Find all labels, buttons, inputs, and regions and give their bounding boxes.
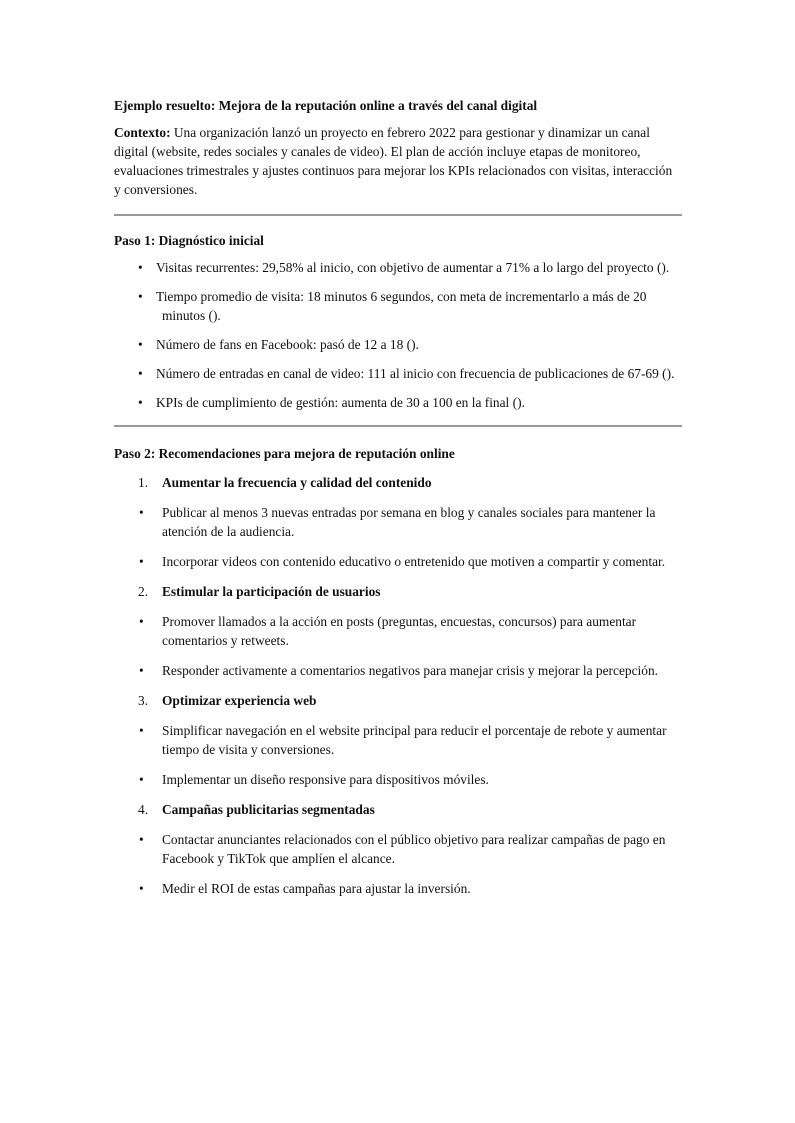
bullet-icon: •: [138, 260, 143, 275]
bullet-icon: •: [139, 772, 144, 787]
step1-bullet: • Visitas recurrentes: 29,58% al inicio, con objetivo de aumentar a 71% a lo largo del proyecto ().: [138, 260, 670, 275]
bullet-icon: •: [138, 289, 143, 304]
step1-section: [114, 231, 682, 412]
recommendation-number: 4.: [138, 802, 149, 817]
step1-bullet: • Tiempo promedio de visita: 18 minutos 6 segundos, con meta de incrementarlo a más de 20 minutos ().: [138, 289, 647, 323]
step2-section: [114, 444, 682, 898]
recommendation-bullet: • Promover llamados a la acción en posts (preguntas, encuestas, concursos) para aumentar comentarios y retweets.: [139, 614, 637, 648]
bullet-icon: •: [138, 337, 143, 352]
context-paragraph: [114, 123, 682, 199]
recommendation-heading: 1. Aumentar la frecuencia y calidad del contenido: [138, 475, 432, 490]
step1-list: [114, 258, 682, 412]
context-label: Contexto:: [114, 125, 171, 140]
section-divider-2: [114, 425, 682, 427]
bullet-icon: •: [139, 723, 144, 738]
recommendation-bullet: • Incorporar videos con contenido educativo o entretenido que motiven a compartir y comentar.: [139, 554, 666, 569]
recommendation-bullet: • Contactar anunciantes relacionados con el público objetivo para realizar campañas de pago en Facebook y TikTok que amplíen el alcance.: [139, 832, 666, 866]
bullet-icon: •: [138, 366, 143, 381]
step1-bullet: • Número de entradas en canal de video: 111 al inicio con frecuencia de publicaciones de 67-69 ().: [138, 366, 675, 381]
document-page: [114, 96, 682, 898]
recommendation-number: 1.: [138, 475, 149, 490]
step2-title: Paso 2: Recomendaciones para mejora de reputación online: [114, 446, 455, 461]
recommendation-heading: 3. Optimizar experiencia web: [138, 693, 317, 708]
bullet-icon: •: [139, 554, 144, 569]
step1-bullet: • KPIs de cumplimiento de gestión: aumenta de 30 a 100 en la final ().: [138, 395, 525, 410]
bullet-icon: •: [139, 614, 144, 629]
bullet-icon: •: [139, 505, 144, 520]
bullet-icon: •: [138, 395, 143, 410]
section-divider-1: [114, 214, 682, 216]
document-title: Ejemplo resuelto: Mejora de la reputación online a través del canal digital: [114, 98, 538, 113]
bullet-icon: •: [139, 832, 144, 847]
step1-title: Paso 1: Diagnóstico inicial: [114, 233, 264, 248]
recommendation-heading: 2. Estimular la participación de usuarios: [138, 584, 381, 599]
bullet-icon: •: [139, 663, 144, 678]
recommendation-bullet: • Medir el ROI de estas campañas para ajustar la inversión.: [139, 881, 471, 896]
step1-bullet: • Número de fans en Facebook: pasó de 12 a 18 ().: [138, 337, 419, 352]
recommendation-bullet: • Implementar un diseño responsive para dispositivos móviles.: [139, 772, 489, 787]
recommendation-bullet: • Publicar al menos 3 nuevas entradas por semana en blog y canales sociales para mantener la atención de la audiencia.: [139, 505, 656, 539]
recommendation-heading: 4. Campañas publicitarias segmentadas: [138, 802, 375, 817]
recommendation-bullet: • Simplificar navegación en el website principal para reducir el porcentaje de rebote y aumentar tiempo de visita y conversiones.: [139, 723, 667, 757]
recommendation-number: 3.: [138, 693, 149, 708]
context-text: Una organización lanzó un proyecto en febrero 2022 para gestionar y dinamizar un canal digital (website, redes sociales y canales de video). El plan de acción incluye etapas de monitoreo, evaluaciones trimestrales y ajustes continuos para mejorar los KPIs relacionados con visitas, interacción y conversiones.: [114, 125, 673, 197]
recommendation-number: 2.: [138, 584, 149, 599]
bullet-icon: •: [139, 881, 144, 896]
recommendation-bullet: • Responder activamente a comentarios negativos para manejar crisis y mejorar la percepción.: [139, 663, 658, 678]
